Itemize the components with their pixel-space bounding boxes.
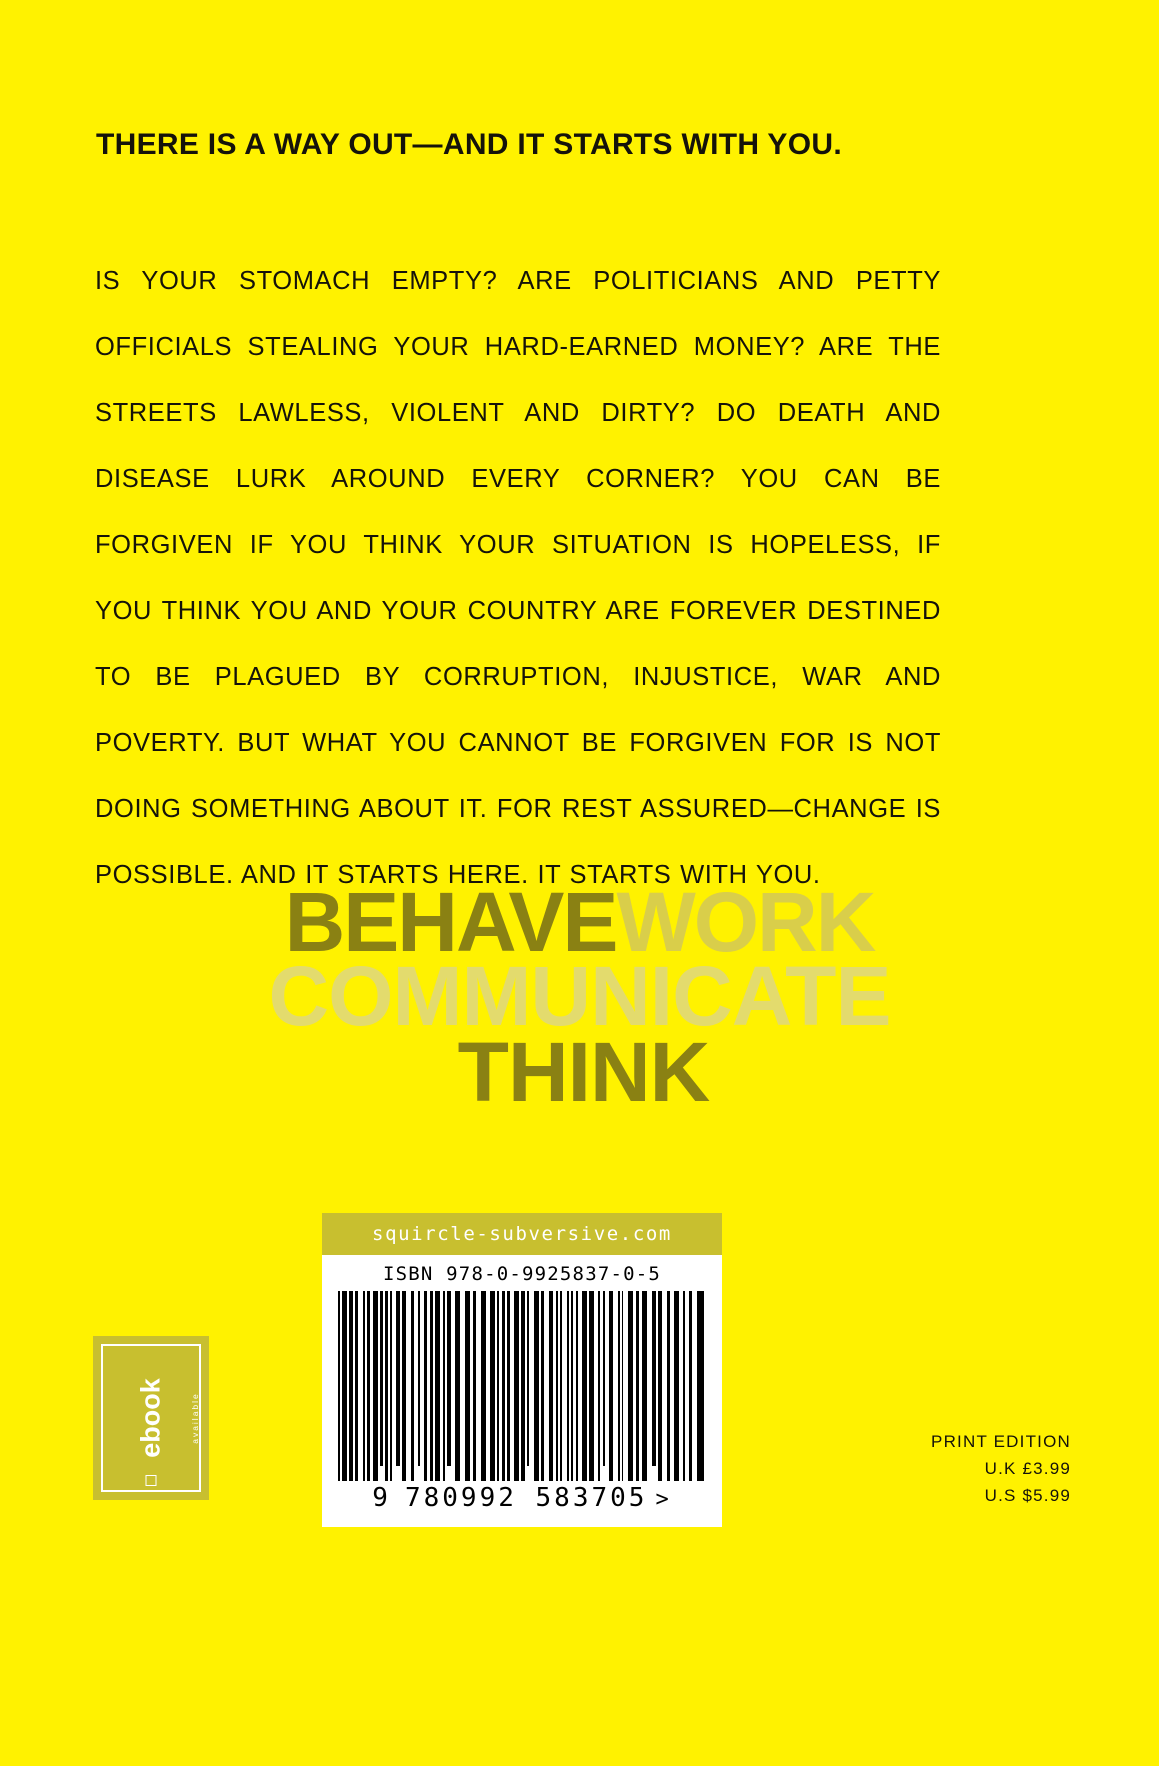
word-row-2	[0, 949, 1159, 1043]
word-behave: BEHAVE	[284, 875, 617, 969]
page-title: THERE IS A WAY OUT—AND IT STARTS WITH YOU.	[96, 128, 842, 161]
ebook-badge	[93, 1336, 209, 1500]
word-row-3	[0, 1025, 1159, 1119]
barcode-main-digits: 780992 583705	[404, 1483, 648, 1513]
price-uk: U.K £3.99	[984, 1459, 1071, 1478]
ebook-label: ebook	[135, 1378, 166, 1458]
blurb-paragraph: IS YOUR STOMACH EMPTY? ARE POLITICIANS AND PETTY OFFICIALS STEALING YOUR HARD-EARNED MONEY? ARE THE STREETS LAWLESS, VIOLENT AND DIRTY? DO DEATH AND DISEASE LURK AROUND EVERY CORNER? YOU CAN BE FORGIVEN IF YOU THINK YOUR SITUATION IS HOPELESS, IF YOU THINK YOU AND YOUR COUNTRY ARE FOREVER DESTINED TO BE PLAGUED BY CORRUPTION, INJUSTICE, WAR AND POVERTY. BUT WHAT YOU CANNOT BE FORGIVEN FOR IS NOT DOING SOMETHING ABOUT IT. FOR REST ASSURED—CHANGE IS POSSIBLE. AND IT STARTS HERE. IT STARTS WITH YOU.	[95, 267, 941, 889]
word-work: WORK	[616, 875, 875, 969]
website-bar[interactable]	[322, 1213, 722, 1255]
word-stack	[0, 875, 1159, 1140]
website-url: squircle-subversive.com	[372, 1223, 672, 1245]
isbn-label: ISBN 978-0-9925837-0-5	[322, 1255, 722, 1291]
word-communicate: COMMUNICATE	[268, 949, 891, 1043]
ebook-square-icon	[146, 1475, 157, 1486]
barcode-digits	[322, 1481, 722, 1527]
barcode-trailing-symbol: >	[655, 1487, 672, 1512]
barcode-lead-digit: 9	[372, 1483, 391, 1513]
ebook-availability-label: available	[189, 1392, 200, 1444]
barcode-bars	[338, 1291, 706, 1481]
price-us: U.S $5.99	[984, 1486, 1071, 1505]
word-think: THINK	[457, 1025, 710, 1119]
print-edition-label: PRINT EDITION	[931, 1432, 1071, 1451]
price-block	[931, 1428, 1071, 1509]
barcode-block	[322, 1213, 722, 1527]
